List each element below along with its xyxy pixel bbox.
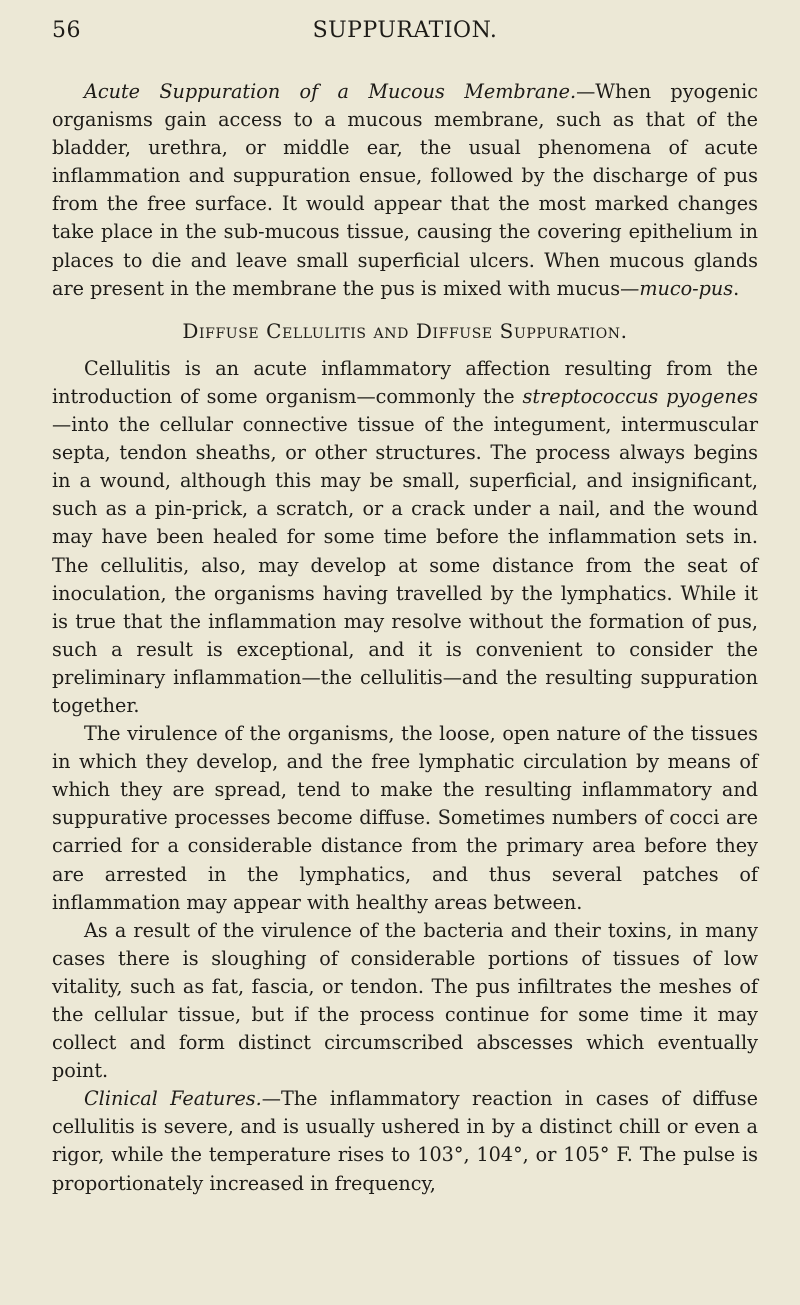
running-title: SUPPURATION.	[312, 18, 498, 43]
paragraph-title: Clinical Features.	[84, 1087, 262, 1111]
paragraph-cellulitis-definition	[52, 355, 758, 720]
section-heading: Diffuse Cellulitis and Diffuse Suppuration.	[182, 318, 628, 343]
paragraph-clinical-features	[52, 1085, 758, 1197]
paragraph-text: Cellulitis is an acute inflammatory affection resulting from the introduction of some organism—commonly the	[52, 356, 758, 408]
paragraph-text: —The inflammatory reaction in cases of diffuse cellulitis is severe, and is usually ushered in by a distinct chill or even a rigor, while the temperature rises to 103°, 104°, or 105° F. The pulse is proportionately increased in frequency,	[52, 1087, 758, 1195]
paragraph-text: —into the cellular connective tissue of the integument, intermuscular septa, tendon sheaths, or other structures. The process always begins in a wound, although this may be small, superficial, and insignificant, such as a pin-prick, a scratch, or a crack under a nail, and the wound may have been healed for some time before the inflammation sets in. The cellulitis, also, may develop at some distance from the seat of inoculation, the organisms having travelled by the lymphatics. While it is true that the inflammation may resolve without the formation of pus, such a result is exceptional, and it is convenient to consider the preliminary inflammation—the cellulitis—and the resulting suppuration together.	[52, 413, 758, 717]
paragraph-end: .	[733, 276, 740, 300]
paragraph-title: Acute Suppuration of a Mucous Membrane.	[84, 80, 577, 103]
paragraph-virulence: The virulence of the organisms, the loose, open nature of the tissues in which they develop, and the free lymphatic circulation by means of which they are spread, tend to make the resulting inflammatory and suppurative processes become diffuse. Sometimes numbers of cocci are carried for a considerable distance from the primary area before they are arrested in the lymphatics, and thus several patches of inflammation may appear with healthy areas between.	[52, 722, 758, 914]
page-number: 56	[52, 18, 81, 43]
running-head	[52, 0, 758, 44]
body-text	[52, 78, 758, 1198]
paragraph-text: —When pyogenic organisms gain access to a mucous membrane, such as that of the bladder, urethra, or middle ear, the usual phenomena of acute inflammation and suppuration ensue, followed by the discharge of pus from the free surface. It would appear that the most marked changes take place in the sub-mucous tissue, causing the covering epithelium in places to die and leave small superficial ulcers. When mucous glands are present in the membrane the pus is mixed with mucus—	[52, 80, 758, 300]
paragraph-sloughing: As a result of the virulence of the bacteria and their toxins, in many cases there is sloughing of considerable portions of tissues of low vitality, such as fat, fascia, or tendon. The pus infiltrates the meshes of the cellular tissue, but if the process continue for some time it may collect and form distinct circumscribed abscesses which eventually point.	[52, 918, 758, 1083]
italic-term: muco-pus	[639, 276, 734, 300]
italic-term: streptococcus pyogenes	[522, 384, 758, 408]
paragraph-acute-suppuration	[52, 78, 758, 303]
